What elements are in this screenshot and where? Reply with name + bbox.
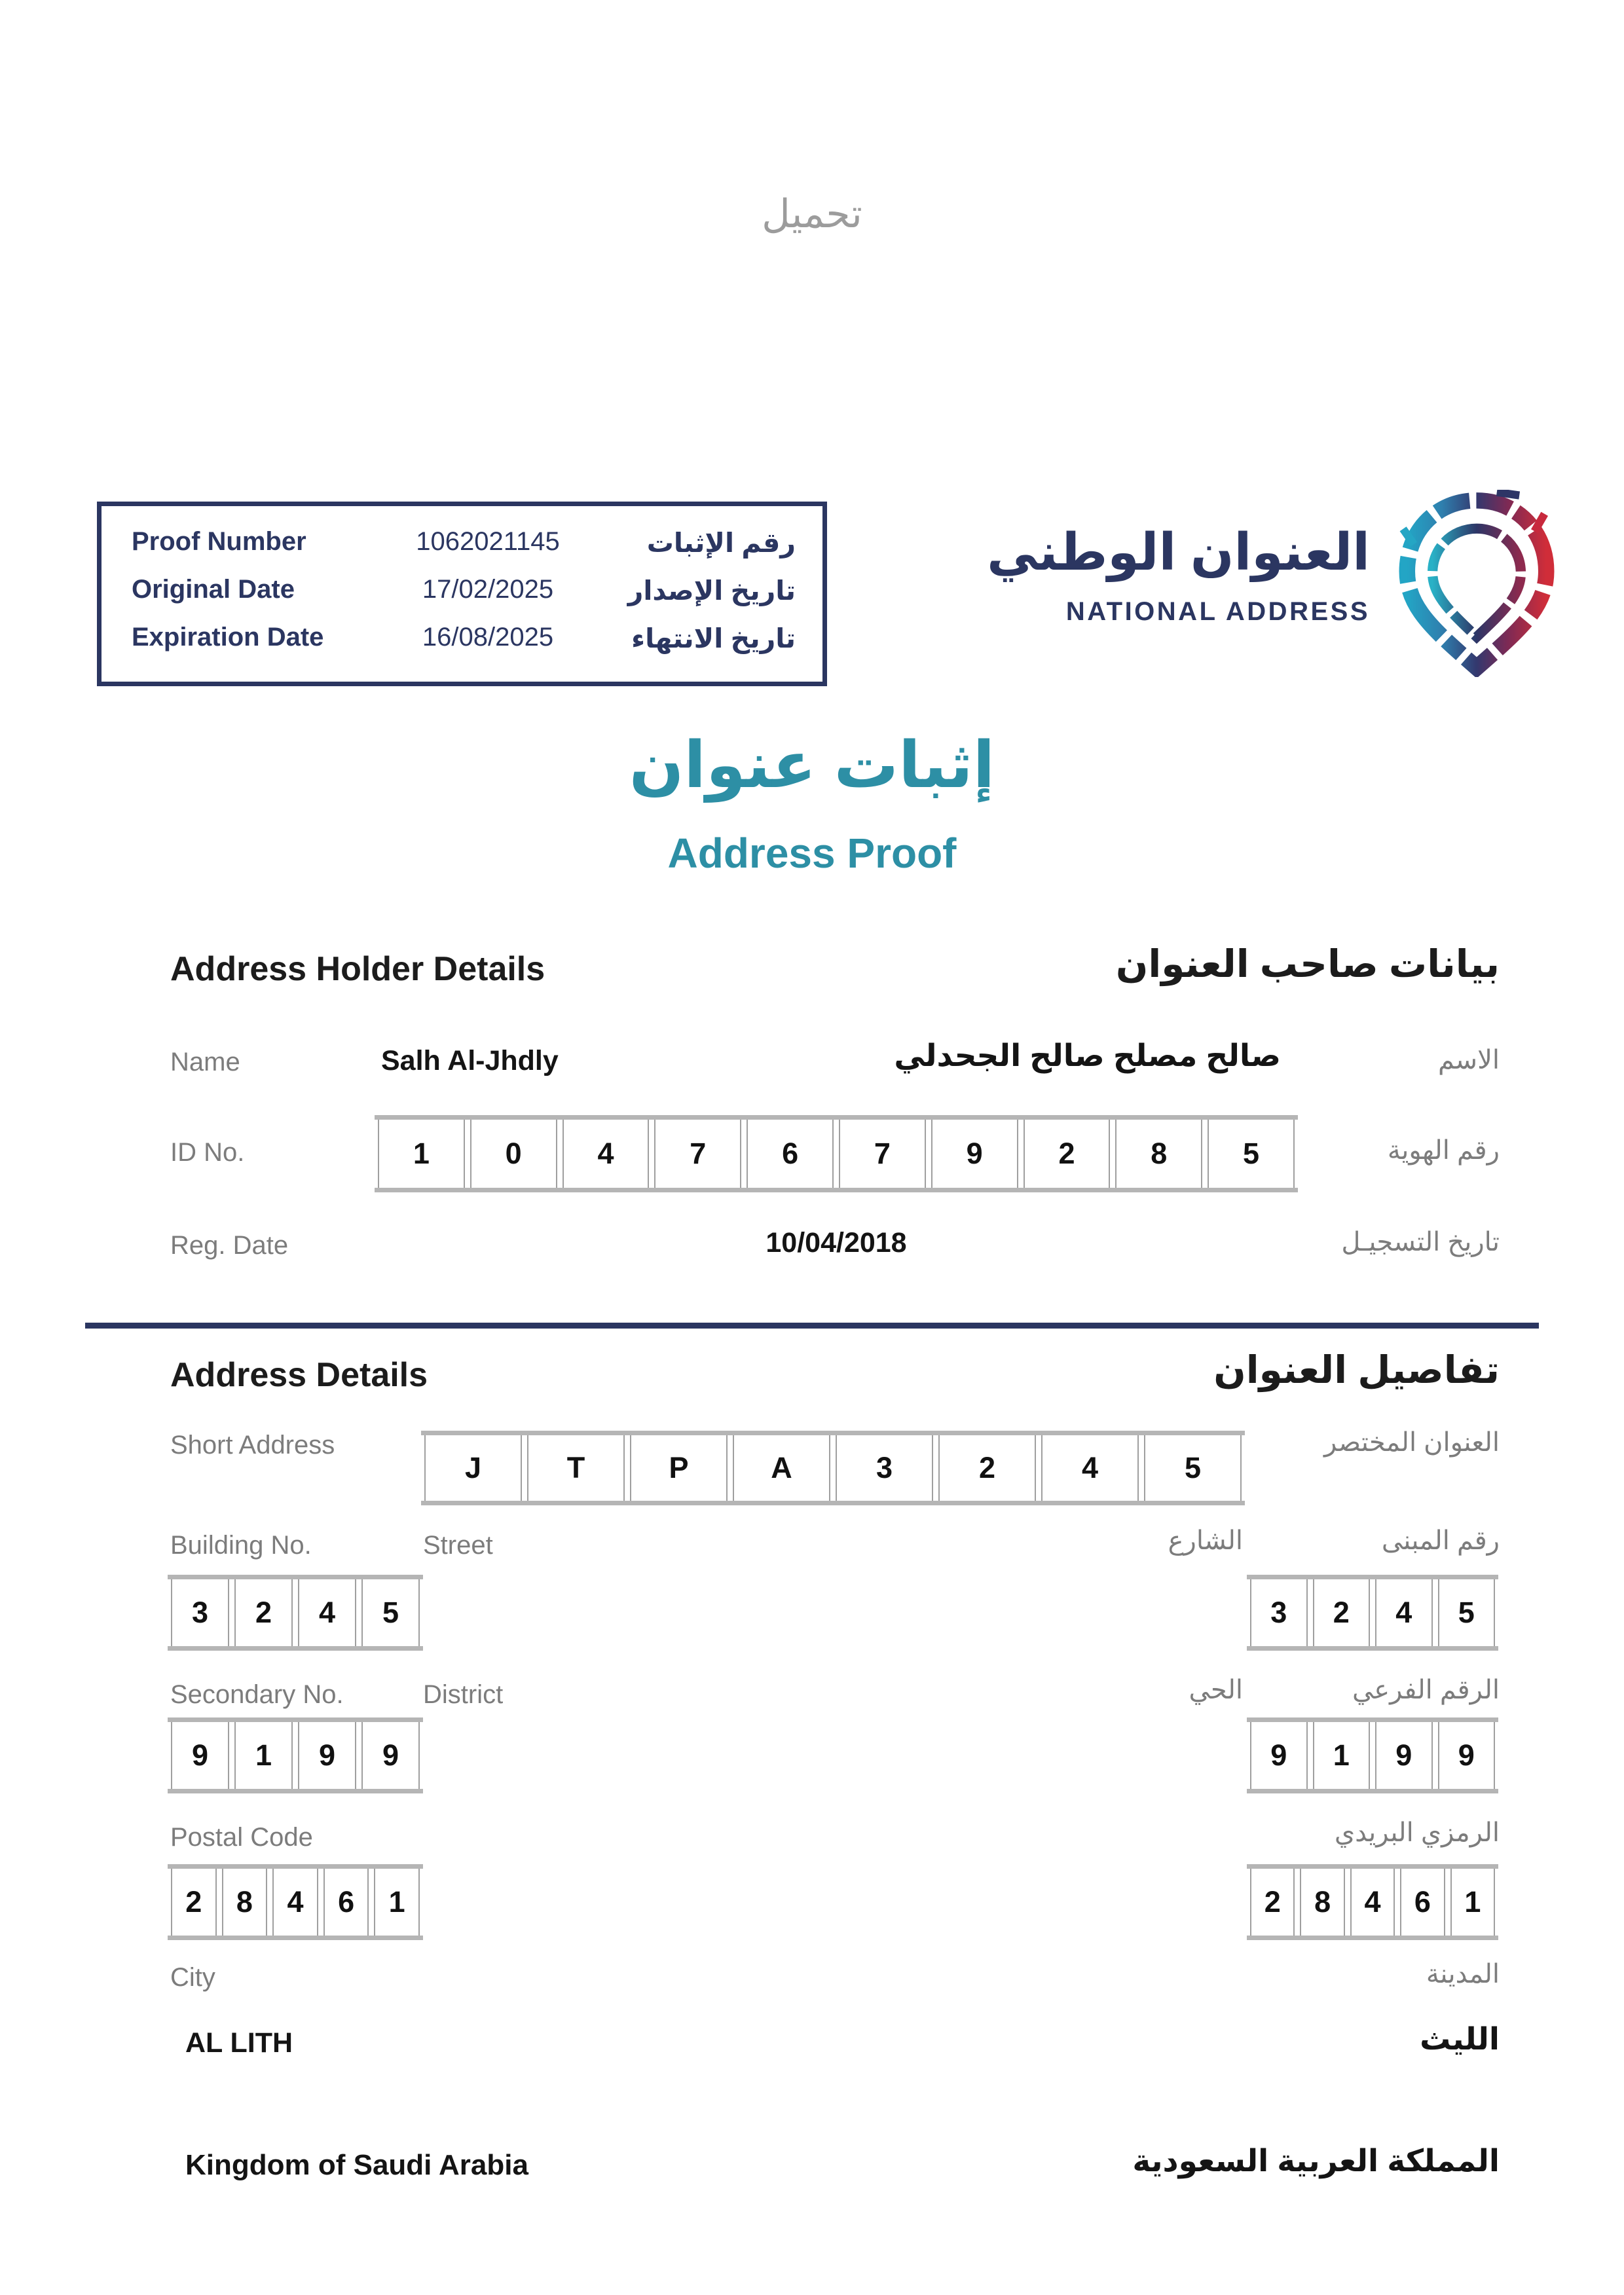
char-cell: 7: [839, 1117, 926, 1190]
page-title-arabic: إثبات عنوان: [629, 729, 995, 801]
city-label-ar: المدينة: [1426, 1960, 1500, 1989]
name-value-ar: صالح مصلح صالح الجحدلي: [894, 1038, 1281, 1073]
proof-number-label: Proof Number: [132, 527, 306, 556]
char-cell: 7: [654, 1117, 741, 1190]
postal-code-strip-right: [1250, 1866, 1495, 1938]
char-cell: 1: [1450, 1866, 1495, 1938]
short-address-label-ar: العنوان المختصر: [1323, 1428, 1500, 1457]
char-cell: 6: [1400, 1866, 1445, 1938]
short-address-label-en: Short Address: [170, 1431, 335, 1460]
id-number-strip: [378, 1117, 1295, 1190]
char-cell: 1: [374, 1866, 420, 1938]
download-link[interactable]: تحميل: [762, 192, 862, 236]
proof-number-label-ar: رقم الإثبات: [646, 528, 796, 558]
char-cell: 6: [747, 1117, 834, 1190]
char-cell: 4: [272, 1866, 318, 1938]
char-cell: 5: [1208, 1117, 1295, 1190]
char-cell: 3: [171, 1577, 229, 1649]
name-label-en: Name: [170, 1048, 240, 1076]
proof-summary-box: [97, 502, 827, 686]
reg-date-label-en: Reg. Date: [170, 1231, 289, 1260]
char-cell: 3: [836, 1433, 933, 1503]
proof-number-value: 1062021145: [416, 527, 560, 556]
street-label-ar: الشارع: [1168, 1526, 1243, 1555]
building-number-strip-left: [171, 1577, 420, 1649]
city-label-en: City: [170, 1963, 215, 1992]
original-date-row: [101, 575, 822, 606]
char-cell: 0: [470, 1117, 557, 1190]
char-cell: 2: [234, 1577, 293, 1649]
proof-number-row: [101, 527, 822, 559]
char-cell: 2: [1024, 1117, 1111, 1190]
postal-code-strip-left: [171, 1866, 420, 1938]
char-cell: 4: [298, 1577, 356, 1649]
page-title-english: Address Proof: [667, 830, 957, 877]
char-cell: 5: [1438, 1577, 1496, 1649]
id-label-ar: رقم الهوية: [1387, 1136, 1500, 1165]
char-cell: 9: [298, 1719, 356, 1791]
char-cell: 6: [323, 1866, 369, 1938]
secondary-number-strip-left: [171, 1719, 420, 1791]
name-value-en: Salh Al-Jhdly: [381, 1045, 559, 1076]
char-cell: A: [733, 1433, 830, 1503]
char-cell: 2: [1313, 1577, 1371, 1649]
location-pin-mosaic-icon: [1396, 490, 1557, 677]
char-cell: 9: [1250, 1719, 1308, 1791]
holder-section-heading-ar: بيانات صاحب العنوان: [1115, 943, 1500, 985]
city-value-en: AL LITH: [185, 2027, 293, 2059]
char-cell: 2: [171, 1866, 217, 1938]
reg-date-label-ar: تاريخ التسجيـل: [1341, 1228, 1500, 1257]
char-cell: 9: [171, 1719, 229, 1791]
char-cell: 2: [1250, 1866, 1295, 1938]
expiration-date-row: [101, 623, 822, 654]
reg-date-value: 10/04/2018: [766, 1227, 907, 1258]
section-divider: [85, 1323, 1539, 1329]
postal-label-en: Postal Code: [170, 1823, 313, 1852]
char-cell: 5: [1144, 1433, 1242, 1503]
street-label-en: Street: [423, 1531, 493, 1560]
char-cell: 9: [931, 1117, 1018, 1190]
short-address-strip: [424, 1433, 1242, 1503]
building-number-strip-right: [1250, 1577, 1495, 1649]
char-cell: 5: [361, 1577, 420, 1649]
postal-label-ar: الرمزي البريدي: [1334, 1818, 1500, 1847]
char-cell: 8: [1300, 1866, 1344, 1938]
char-cell: 4: [1041, 1433, 1139, 1503]
holder-section-heading-en: Address Holder Details: [170, 950, 545, 988]
expiration-date-label-ar: تاريخ الانتهاء: [631, 623, 796, 653]
char-cell: 4: [563, 1117, 650, 1190]
district-label-ar: الحي: [1189, 1676, 1243, 1704]
char-cell: 9: [1438, 1719, 1496, 1791]
char-cell: T: [527, 1433, 625, 1503]
country-value-ar: المملكة العربية السعودية: [1132, 2143, 1500, 2178]
char-cell: 1: [234, 1719, 293, 1791]
char-cell: 3: [1250, 1577, 1308, 1649]
building-label-ar: رقم المبنى: [1381, 1526, 1500, 1555]
expiration-date-label: Expiration Date: [132, 623, 324, 652]
secondary-label-ar: الرقم الفرعي: [1352, 1676, 1500, 1704]
address-section-heading-en: Address Details: [170, 1356, 428, 1394]
char-cell: 8: [222, 1866, 268, 1938]
char-cell: 1: [1313, 1719, 1371, 1791]
original-date-value: 17/02/2025: [422, 575, 554, 604]
city-value-ar: الليث: [1420, 2021, 1500, 2056]
address-section-heading-ar: تفاصيل العنوان: [1213, 1349, 1500, 1391]
char-cell: 8: [1115, 1117, 1202, 1190]
district-label-en: District: [423, 1680, 504, 1709]
logo-wordmark-arabic: العنوان الوطني: [987, 523, 1370, 581]
char-cell: P: [630, 1433, 728, 1503]
name-label-ar: الاسم: [1437, 1046, 1500, 1074]
char-cell: 4: [1350, 1866, 1395, 1938]
secondary-number-strip-right: [1250, 1719, 1495, 1791]
char-cell: 4: [1375, 1577, 1433, 1649]
char-cell: 2: [938, 1433, 1036, 1503]
building-label-en: Building No.: [170, 1531, 312, 1560]
char-cell: 9: [361, 1719, 420, 1791]
char-cell: 9: [1375, 1719, 1433, 1791]
original-date-label-ar: تاريخ الإصدار: [627, 576, 796, 606]
national-address-logo: [987, 485, 1591, 694]
expiration-date-value: 16/08/2025: [422, 623, 554, 652]
char-cell: J: [424, 1433, 522, 1503]
original-date-label: Original Date: [132, 575, 295, 604]
logo-wordmark-english: NATIONAL ADDRESS: [1065, 597, 1370, 626]
id-label-en: ID No.: [170, 1138, 245, 1167]
country-value-en: Kingdom of Saudi Arabia: [185, 2149, 528, 2181]
char-cell: 1: [378, 1117, 465, 1190]
secondary-label-en: Secondary No.: [170, 1680, 344, 1709]
